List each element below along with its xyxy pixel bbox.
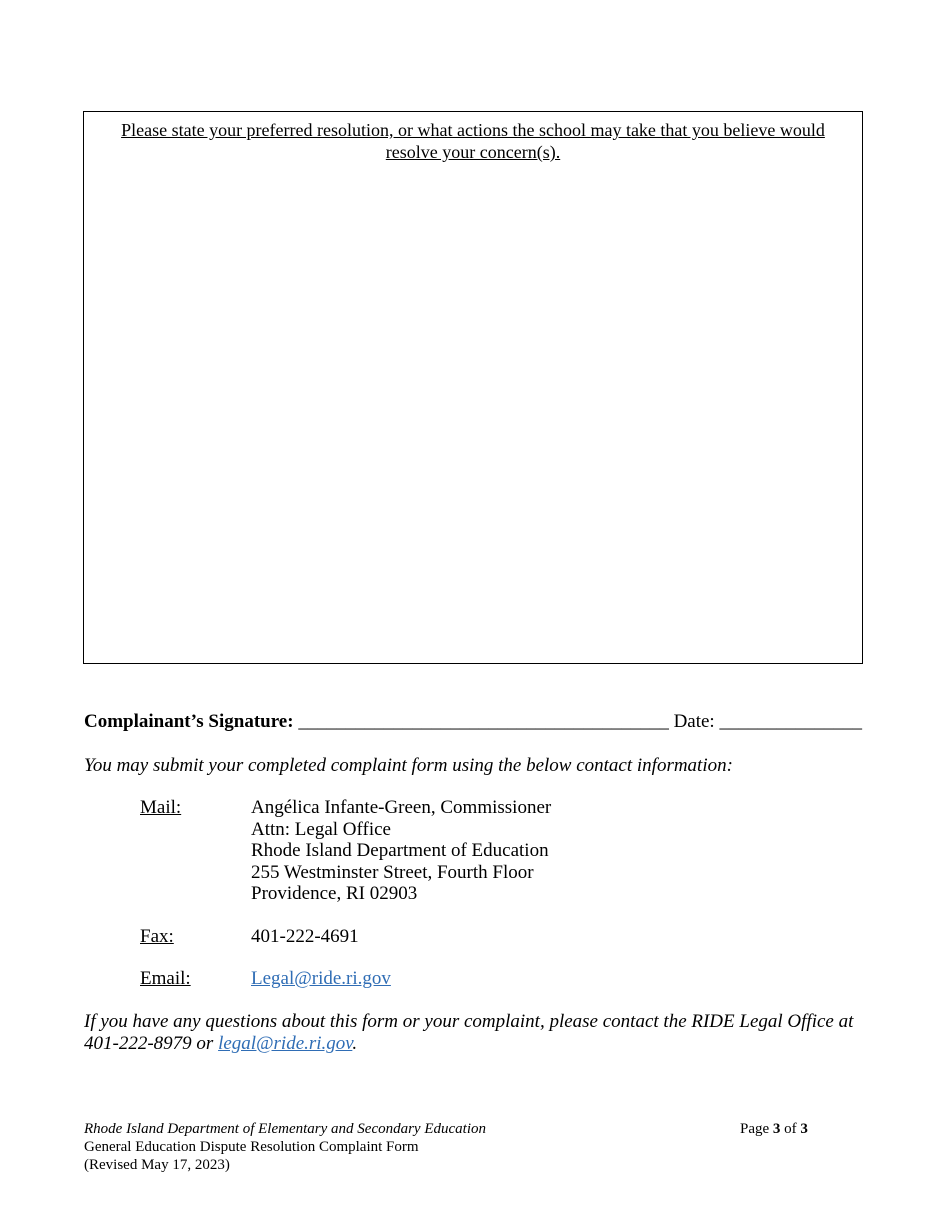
footer-revised: (Revised May 17, 2023) xyxy=(84,1157,230,1173)
page-total: 3 xyxy=(800,1121,808,1137)
page-number xyxy=(740,1120,808,1138)
mail-line: Rhode Island Department of Education xyxy=(251,840,549,861)
page-current: 3 xyxy=(772,1121,781,1137)
submit-instructions: You may submit your completed complaint form using the below contact information: xyxy=(84,755,733,776)
footer-form-name: General Education Dispute Resolution Complaint Form xyxy=(84,1139,419,1155)
fax-number: 401-222-4691 xyxy=(251,926,359,947)
email-label: Email: xyxy=(140,968,191,989)
questions-text: If you have any questions about this form or your complaint, please contact the RIDE Legal Office at 401-222-8979 or xyxy=(84,1011,854,1054)
footer xyxy=(84,1120,486,1174)
mail-label: Mail: xyxy=(140,797,182,818)
signature-blank[interactable]: _______________________________________ xyxy=(293,711,674,732)
mail-address xyxy=(251,797,551,905)
questions-text-end: . xyxy=(352,1032,358,1054)
fax-label: Fax: xyxy=(140,926,174,947)
resolution-text-box[interactable] xyxy=(83,111,863,664)
signature-line xyxy=(84,710,862,734)
mail-line: 255 Westminster Street, Fourth Floor xyxy=(251,861,534,883)
page-of: of xyxy=(780,1121,801,1137)
page-prefix: Page xyxy=(740,1121,773,1137)
signature-label: Complainant’s Signature: xyxy=(84,711,294,732)
mail-line: Angélica Infante-Green, Commissioner xyxy=(251,797,552,818)
mail-line: Attn: Legal Office xyxy=(251,818,391,840)
date-blank[interactable]: _______________ xyxy=(714,711,862,732)
resolution-prompt: Please state your preferred resolution, or what actions the school may take that you believe would resolve your concern(s). xyxy=(121,120,825,162)
mail-line: Providence, RI 02903 xyxy=(251,883,418,904)
email-link[interactable]: Legal@ride.ri.gov xyxy=(251,968,391,989)
date-label: Date: xyxy=(673,711,715,732)
questions-email-link[interactable]: legal@ride.ri.gov xyxy=(218,1032,353,1054)
footer-agency: Rhode Island Department of Elementary and Secondary Education xyxy=(84,1121,486,1137)
questions-note xyxy=(84,1011,874,1054)
